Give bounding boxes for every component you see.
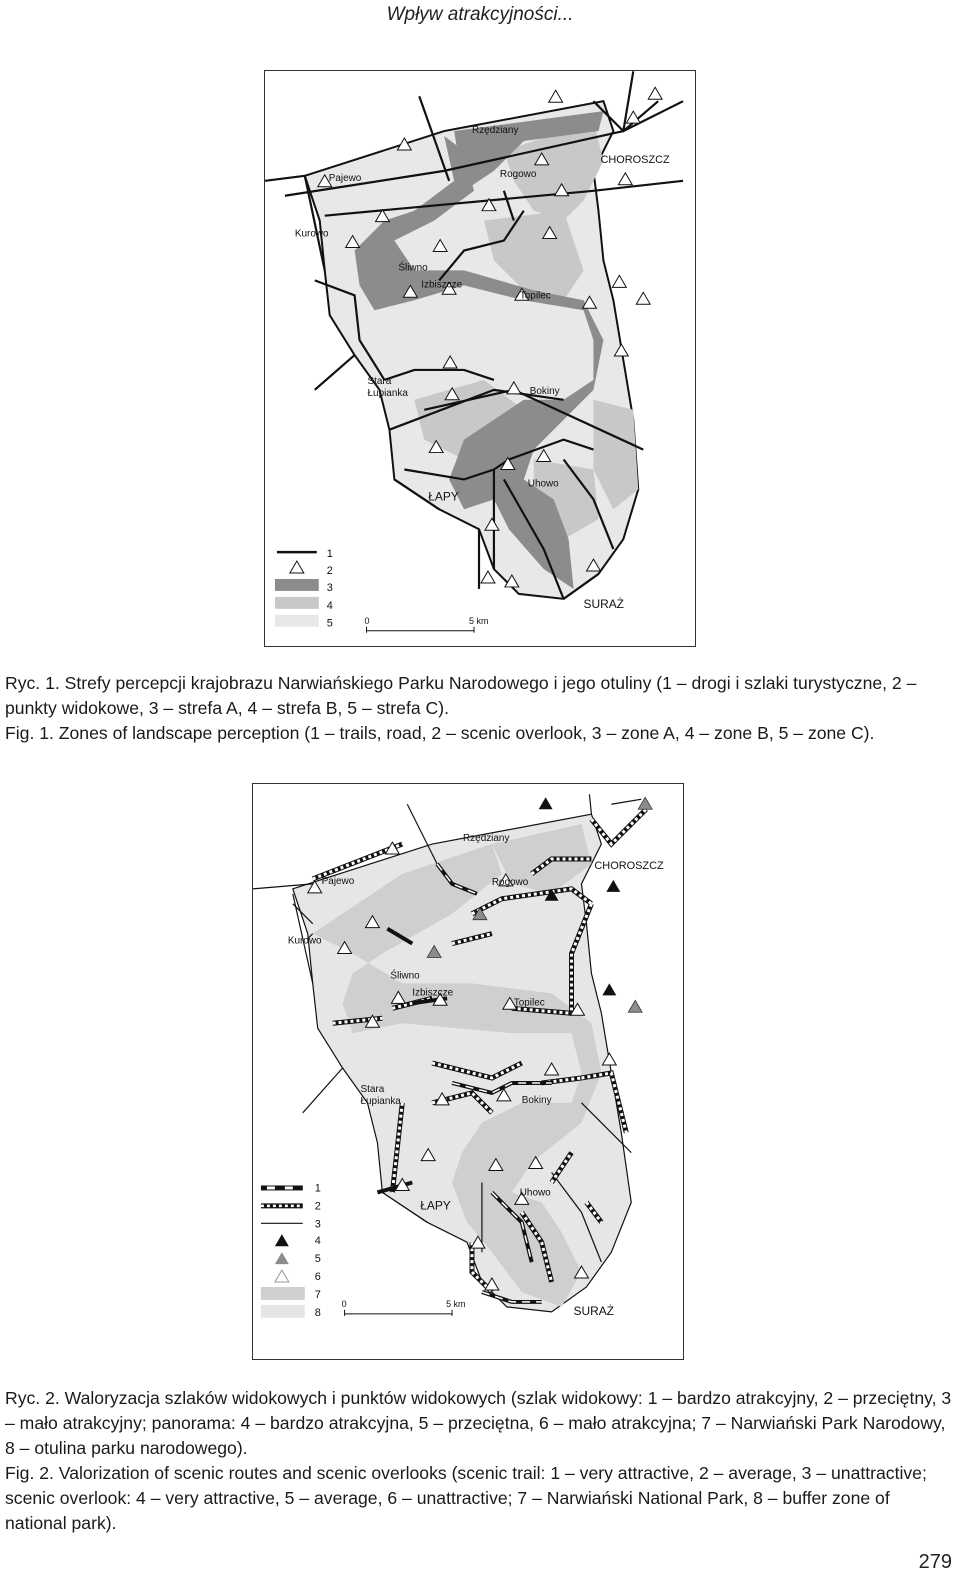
place-label: Izbiszcze xyxy=(421,279,463,291)
place-label: Pajewo xyxy=(328,172,362,184)
running-header: Wpływ atrakcyjności... xyxy=(386,4,574,25)
legend-label: 2 xyxy=(326,564,333,577)
place-label: Uhowo xyxy=(527,478,559,490)
figure-2-caption xyxy=(5,1386,955,1536)
figure-1-caption xyxy=(5,671,955,746)
place-label: Stara xyxy=(367,375,392,387)
place-label: SURAŻ xyxy=(573,1303,614,1318)
place-label: ŁAPY xyxy=(428,489,459,504)
legend-label: 2 xyxy=(314,1200,321,1213)
figure-1-map xyxy=(264,70,696,647)
place-label: Kurowo xyxy=(294,228,329,240)
legend-label: 4 xyxy=(326,599,333,612)
svg-text:0: 0 xyxy=(364,615,370,626)
legend-label: 1 xyxy=(326,548,333,561)
figure-2-svg xyxy=(253,784,683,1359)
legend-label: 5 xyxy=(314,1253,321,1266)
place-label: ŁAPY xyxy=(420,1198,451,1213)
place-label: Rogowo xyxy=(491,876,529,888)
figure-1-svg xyxy=(265,71,695,646)
caption-english: Fig. 2. Valorization of scenic routes and scenic overlooks (scenic trail: 1 – very attractive, 2 – average, 3 – unattractive; scenic overlook: 4 – very attractive, 5 – average, 6 – unattractive; 7 – Narwiański National Park, 8 – buffer zone of national park). xyxy=(5,1463,927,1533)
svg-text:5 km: 5 km xyxy=(469,615,489,626)
caption-polish: Ryc. 1. Strefy percepcji krajobrazu Narwiańskiego Parku Narodowego i jego otuliny (1 – drogi i szlaki turystyczne, 2 – punkty widokowe, 3 – strefa A, 4 – strefa B, 5 – strefa C). xyxy=(5,673,917,718)
place-label: CHOROSZCZ xyxy=(594,859,664,872)
page-number: 279 xyxy=(918,1551,952,1573)
place-label: Łupianka xyxy=(360,1095,401,1107)
place-label: Łupianka xyxy=(367,387,408,399)
place-label: Rogowo xyxy=(499,168,537,180)
caption-polish: Ryc. 2. Waloryzacja szlaków widokowych i punktów widokowych (szlak widokowy: 1 – bardzo atrakcyjny, 2 – przeciętny, 3 – mało atrakcyjny; panorama: 4 – bardzo atrakcyjna, 5 – przeciętna, 6 – mało atrakcyjna; 7 – Narwiański Park Narodowy, 8 – otulina parku narodowego). xyxy=(5,1388,952,1458)
place-label: Śliwno xyxy=(390,970,420,982)
place-label: Rzędziany xyxy=(472,125,519,137)
legend-label: 3 xyxy=(326,581,333,594)
legend-label: 5 xyxy=(326,617,333,630)
svg-text:5 km: 5 km xyxy=(446,1298,466,1309)
place-label: SURAŻ xyxy=(583,596,624,611)
legend-label: 7 xyxy=(314,1288,321,1301)
place-label: Uhowo xyxy=(519,1187,551,1199)
figure-2-legend xyxy=(261,1182,321,1318)
place-label: Śliwno xyxy=(398,262,428,274)
figure-2-map xyxy=(252,783,684,1360)
place-label: Bokiny xyxy=(529,385,560,397)
legend-label: 4 xyxy=(314,1235,321,1248)
place-label: Topilec xyxy=(513,997,545,1009)
place-label: Izbiszcze xyxy=(412,987,454,999)
figure-1-legend xyxy=(275,548,333,630)
scale-bar xyxy=(342,1299,466,1316)
legend-label: 6 xyxy=(314,1271,321,1284)
svg-text:0: 0 xyxy=(341,1298,347,1309)
caption-english: Fig. 1. Zones of landscape perception (1 – trails, road, 2 – scenic overlook, 3 – zone A, 4 – zone B, 5 – zone C). xyxy=(5,723,875,743)
place-label: Bokiny xyxy=(521,1094,552,1106)
place-label: Pajewo xyxy=(321,875,355,887)
place-label: Topilec xyxy=(519,290,551,302)
place-label: Rzędziany xyxy=(463,833,510,845)
scale-bar xyxy=(365,616,489,633)
place-label: Stara xyxy=(360,1083,385,1095)
legend-label: 3 xyxy=(314,1218,321,1231)
place-label: Kurowo xyxy=(287,935,322,947)
legend-label: 8 xyxy=(314,1306,321,1319)
place-label: CHOROSZCZ xyxy=(600,153,670,166)
legend-label: 1 xyxy=(314,1182,321,1195)
